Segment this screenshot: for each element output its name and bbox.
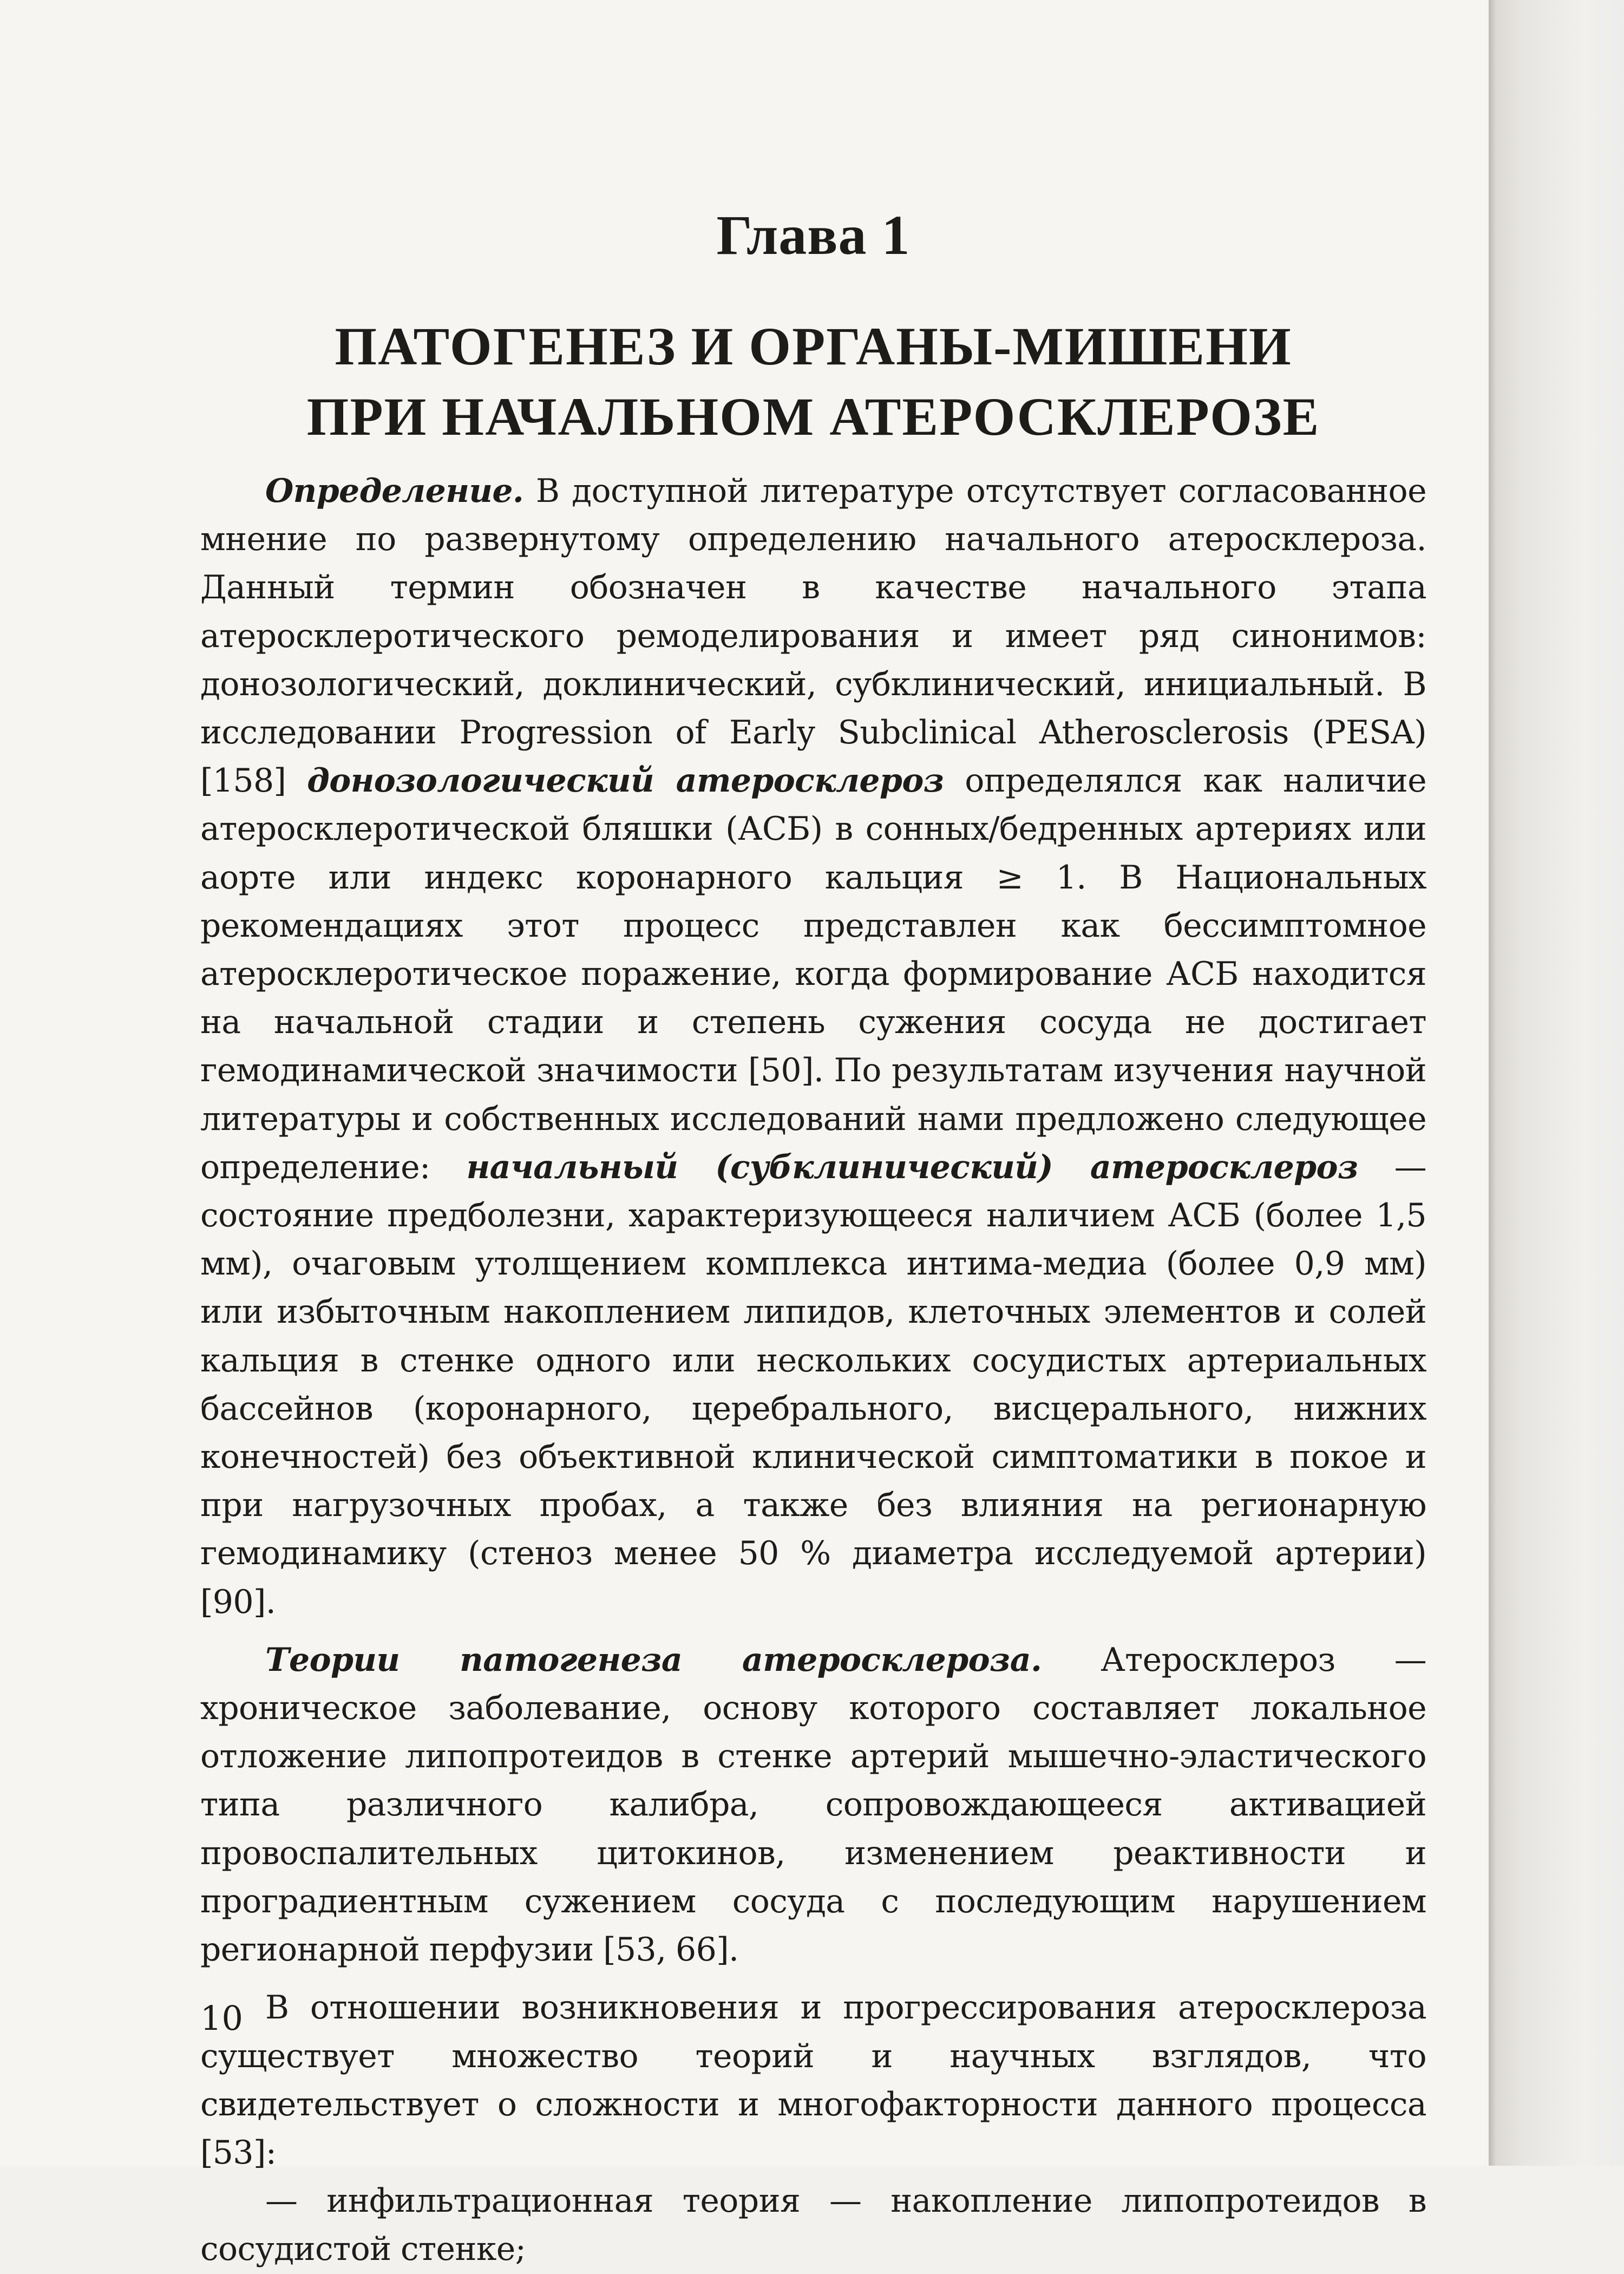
page-edge-shadow — [1489, 0, 1624, 2166]
chapter-title — [200, 311, 1426, 452]
paragraph-origin: В отношении возникновения и прогрессирования атеросклероза существует множество теорий и научных взглядов, что свидетельствует о сложности и многофакторности данного процесса [53]: — [200, 1989, 1426, 2172]
list-item: — инфильтрационная теория — накопление липопротеидов в сосудистой стенке; — [200, 2182, 1426, 2269]
emphasized-term: начальный (субклинический) атеросклероз — [466, 1148, 1358, 1186]
body-text — [200, 467, 1426, 2274]
paragraph-lead: Определение. — [265, 472, 524, 510]
paragraph-text: — состояние предболезни, характеризующееся наличием АСБ (более 1,5 мм), очаговым утолщением комплекса интима-медиа (более 0,9 мм) или избыточным накоплением липидов, клеточных элементов и солей кальция в стенке одного или нескольких сосудистых артериальных бассейнов (коронарного, церебрального, висцерального, нижних конечностей) без объективной клинической симптоматики в покое и при нагрузочных пробах, а также без влияния на регионарную гемодинамику (стеноз менее 50 % диаметра исследуемой артерии) [90]. — [200, 1148, 1426, 1621]
paragraph-lead: Теории патогенеза атеросклероза. — [265, 1641, 1042, 1679]
emphasized-term: донозологический атеросклероз — [307, 762, 944, 800]
page-content — [200, 203, 1426, 2274]
chapter-heading: Глава 1 — [716, 204, 911, 266]
paragraph-text: Атеросклероз — хроническое заболевание, основу которого составляет локальное отложение липопротеидов в стенке артерий мышечно-эластического типа различного калибра, сопровождающееся активацией провоспалительных цитокинов, изменением реактивности и проградиентным сужением сосуда с последующим нарушением регионарной перфузии [53, 66]. — [200, 1641, 1426, 1969]
paragraph-definition — [200, 467, 1426, 1626]
paragraph-text: определялся как наличие атеросклеротической бляшки (АСБ) в сонных/бедренных артериях или аорте или индекс коронарного кальция ≥ 1. В Национальных рекомендациях этот процесс представлен как бессимптомное атеросклеротическое поражение, когда формирование АСБ находится на начальной стадии и степень сужения сосуда не достигает гемодинамической значимости [50]. По результатам изучения научной литературы и собственных исследований нами предложено следующее определение: — [200, 762, 1426, 1186]
chapter-title-line: ПАТОГЕНЕЗ И ОРГАНЫ-МИШЕНИ — [335, 316, 1292, 376]
chapter-title-line: ПРИ НАЧАЛЬНОМ АТЕРОСКЛЕРОЗЕ — [306, 387, 1320, 447]
paragraph-text: В доступной литературе отсутствует согласованное мнение по развернутому определению начального атеросклероза. Данный термин обозначен в качестве начального этапа атеросклеротического ремоделирования и имеет ряд синонимов: донозологический, доклинический, субклинический, инициальный. В исследовании Progression of Early Subclinical Atherosclerosis (PESA) [158] — [200, 472, 1426, 800]
page-number: 10 — [200, 1998, 243, 2038]
paragraph-theories — [200, 1636, 1426, 1974]
